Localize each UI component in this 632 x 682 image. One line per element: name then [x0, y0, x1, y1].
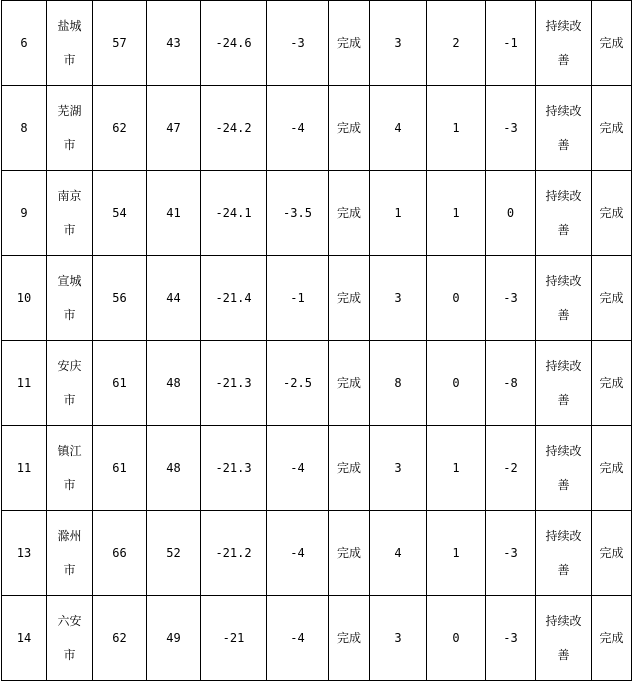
value-cell-2: 48	[147, 426, 201, 511]
value-cell-2: 41	[147, 171, 201, 256]
trend-cell	[536, 86, 592, 171]
rank-cell: 11	[2, 341, 47, 426]
trend-cell	[536, 1, 592, 86]
value-cell-2: 49	[147, 596, 201, 681]
city-cell	[47, 341, 93, 426]
city-ranking-table	[1, 0, 632, 681]
city-cell	[47, 86, 93, 171]
count-diff-cell: -3	[486, 511, 536, 596]
value-cell-2: 48	[147, 341, 201, 426]
table-row	[2, 171, 632, 256]
trend-cell	[536, 341, 592, 426]
status-cell: 完成	[329, 596, 370, 681]
city-cell-line-1: 南京	[57, 189, 82, 203]
count-diff-cell: -3	[486, 596, 536, 681]
status-cell: 完成	[329, 86, 370, 171]
status-cell: 完成	[329, 256, 370, 341]
city-cell-line-2: 市	[63, 308, 76, 322]
city-cell	[47, 256, 93, 341]
value-cell-2: 43	[147, 1, 201, 86]
trend-cell	[536, 171, 592, 256]
result-cell: 完成	[592, 341, 632, 426]
table-row	[2, 341, 632, 426]
trend-cell-line-2: 善	[557, 53, 570, 67]
trend-cell-line-1: 持续改	[545, 614, 582, 628]
delta-cell: -3.5	[267, 171, 329, 256]
rank-cell: 13	[2, 511, 47, 596]
result-cell: 完成	[592, 86, 632, 171]
city-cell-line-2: 市	[63, 138, 76, 152]
count-diff-cell: 0	[486, 171, 536, 256]
status-cell: 完成	[329, 171, 370, 256]
trend-cell-line-1: 持续改	[545, 444, 582, 458]
delta-cell: -4	[267, 426, 329, 511]
count-diff-cell: -8	[486, 341, 536, 426]
delta-cell: -3	[267, 1, 329, 86]
rank-cell: 8	[2, 86, 47, 171]
trend-cell-line-1: 持续改	[545, 529, 582, 543]
count-cell-2: 1	[427, 86, 486, 171]
count-cell-1: 1	[370, 171, 427, 256]
value-cell-1: 57	[93, 1, 147, 86]
result-cell: 完成	[592, 256, 632, 341]
city-cell	[47, 171, 93, 256]
city-cell-line-1: 安庆	[57, 359, 82, 373]
trend-cell-line-2: 善	[557, 138, 570, 152]
count-cell-2: 1	[427, 171, 486, 256]
value-cell-1: 54	[93, 171, 147, 256]
table-row	[2, 596, 632, 681]
rank-cell: 11	[2, 426, 47, 511]
city-cell	[47, 426, 93, 511]
table-row	[2, 426, 632, 511]
count-cell-2: 1	[427, 511, 486, 596]
city-cell-line-2: 市	[63, 563, 76, 577]
count-diff-cell: -1	[486, 1, 536, 86]
trend-cell-line-2: 善	[557, 648, 570, 662]
trend-cell	[536, 511, 592, 596]
trend-cell-line-1: 持续改	[545, 104, 582, 118]
trend-cell-line-2: 善	[557, 478, 570, 492]
percent-change-cell: -21.3	[201, 426, 267, 511]
status-cell: 完成	[329, 426, 370, 511]
status-cell: 完成	[329, 1, 370, 86]
count-cell-1: 3	[370, 596, 427, 681]
value-cell-2: 47	[147, 86, 201, 171]
trend-cell-line-1: 持续改	[545, 359, 582, 373]
count-cell-1: 4	[370, 86, 427, 171]
count-cell-2: 0	[427, 596, 486, 681]
percent-change-cell: -21.4	[201, 256, 267, 341]
trend-cell-line-2: 善	[557, 308, 570, 322]
table-row	[2, 256, 632, 341]
value-cell-2: 44	[147, 256, 201, 341]
trend-cell-line-2: 善	[557, 223, 570, 237]
city-cell-line-2: 市	[63, 223, 76, 237]
city-cell	[47, 1, 93, 86]
delta-cell: -1	[267, 256, 329, 341]
count-cell-2: 2	[427, 1, 486, 86]
status-cell: 完成	[329, 511, 370, 596]
rank-cell: 9	[2, 171, 47, 256]
trend-cell-line-1: 持续改	[545, 19, 582, 33]
value-cell-1: 62	[93, 86, 147, 171]
city-cell	[47, 511, 93, 596]
table-row	[2, 511, 632, 596]
count-cell-2: 0	[427, 341, 486, 426]
trend-cell-line-2: 善	[557, 393, 570, 407]
count-cell-2: 1	[427, 426, 486, 511]
value-cell-1: 61	[93, 341, 147, 426]
city-cell-line-1: 六安	[57, 614, 82, 628]
count-diff-cell: -3	[486, 86, 536, 171]
delta-cell: -4	[267, 511, 329, 596]
city-cell-line-2: 市	[63, 53, 76, 67]
trend-cell	[536, 426, 592, 511]
rank-cell: 6	[2, 1, 47, 86]
percent-change-cell: -24.6	[201, 1, 267, 86]
table-row	[2, 1, 632, 86]
city-cell-line-2: 市	[63, 478, 76, 492]
result-cell: 完成	[592, 511, 632, 596]
count-cell-1: 3	[370, 256, 427, 341]
city-cell-line-1: 宣城	[57, 274, 82, 288]
city-cell-line-1: 芜湖	[57, 104, 82, 118]
trend-cell	[536, 596, 592, 681]
city-cell-line-1: 镇江	[57, 444, 82, 458]
result-cell: 完成	[592, 596, 632, 681]
count-cell-1: 4	[370, 511, 427, 596]
trend-cell-line-1: 持续改	[545, 274, 582, 288]
table-row	[2, 86, 632, 171]
trend-cell-line-2: 善	[557, 563, 570, 577]
count-cell-1: 3	[370, 1, 427, 86]
count-cell-2: 0	[427, 256, 486, 341]
percent-change-cell: -21.3	[201, 341, 267, 426]
percent-change-cell: -21.2	[201, 511, 267, 596]
count-diff-cell: -3	[486, 256, 536, 341]
count-cell-1: 3	[370, 426, 427, 511]
city-cell-line-2: 市	[63, 648, 76, 662]
rank-cell: 10	[2, 256, 47, 341]
result-cell: 完成	[592, 426, 632, 511]
percent-change-cell: -21	[201, 596, 267, 681]
status-cell: 完成	[329, 341, 370, 426]
trend-cell	[536, 256, 592, 341]
value-cell-1: 61	[93, 426, 147, 511]
count-diff-cell: -2	[486, 426, 536, 511]
result-cell: 完成	[592, 1, 632, 86]
rank-cell: 14	[2, 596, 47, 681]
value-cell-1: 56	[93, 256, 147, 341]
delta-cell: -4	[267, 86, 329, 171]
city-cell-line-1: 滁州	[57, 529, 82, 543]
trend-cell-line-1: 持续改	[545, 189, 582, 203]
value-cell-1: 62	[93, 596, 147, 681]
table-body	[2, 1, 632, 681]
city-cell	[47, 596, 93, 681]
percent-change-cell: -24.1	[201, 171, 267, 256]
value-cell-2: 52	[147, 511, 201, 596]
delta-cell: -2.5	[267, 341, 329, 426]
result-cell: 完成	[592, 171, 632, 256]
city-cell-line-1: 盐城	[57, 19, 82, 33]
city-cell-line-2: 市	[63, 393, 76, 407]
delta-cell: -4	[267, 596, 329, 681]
percent-change-cell: -24.2	[201, 86, 267, 171]
value-cell-1: 66	[93, 511, 147, 596]
count-cell-1: 8	[370, 341, 427, 426]
